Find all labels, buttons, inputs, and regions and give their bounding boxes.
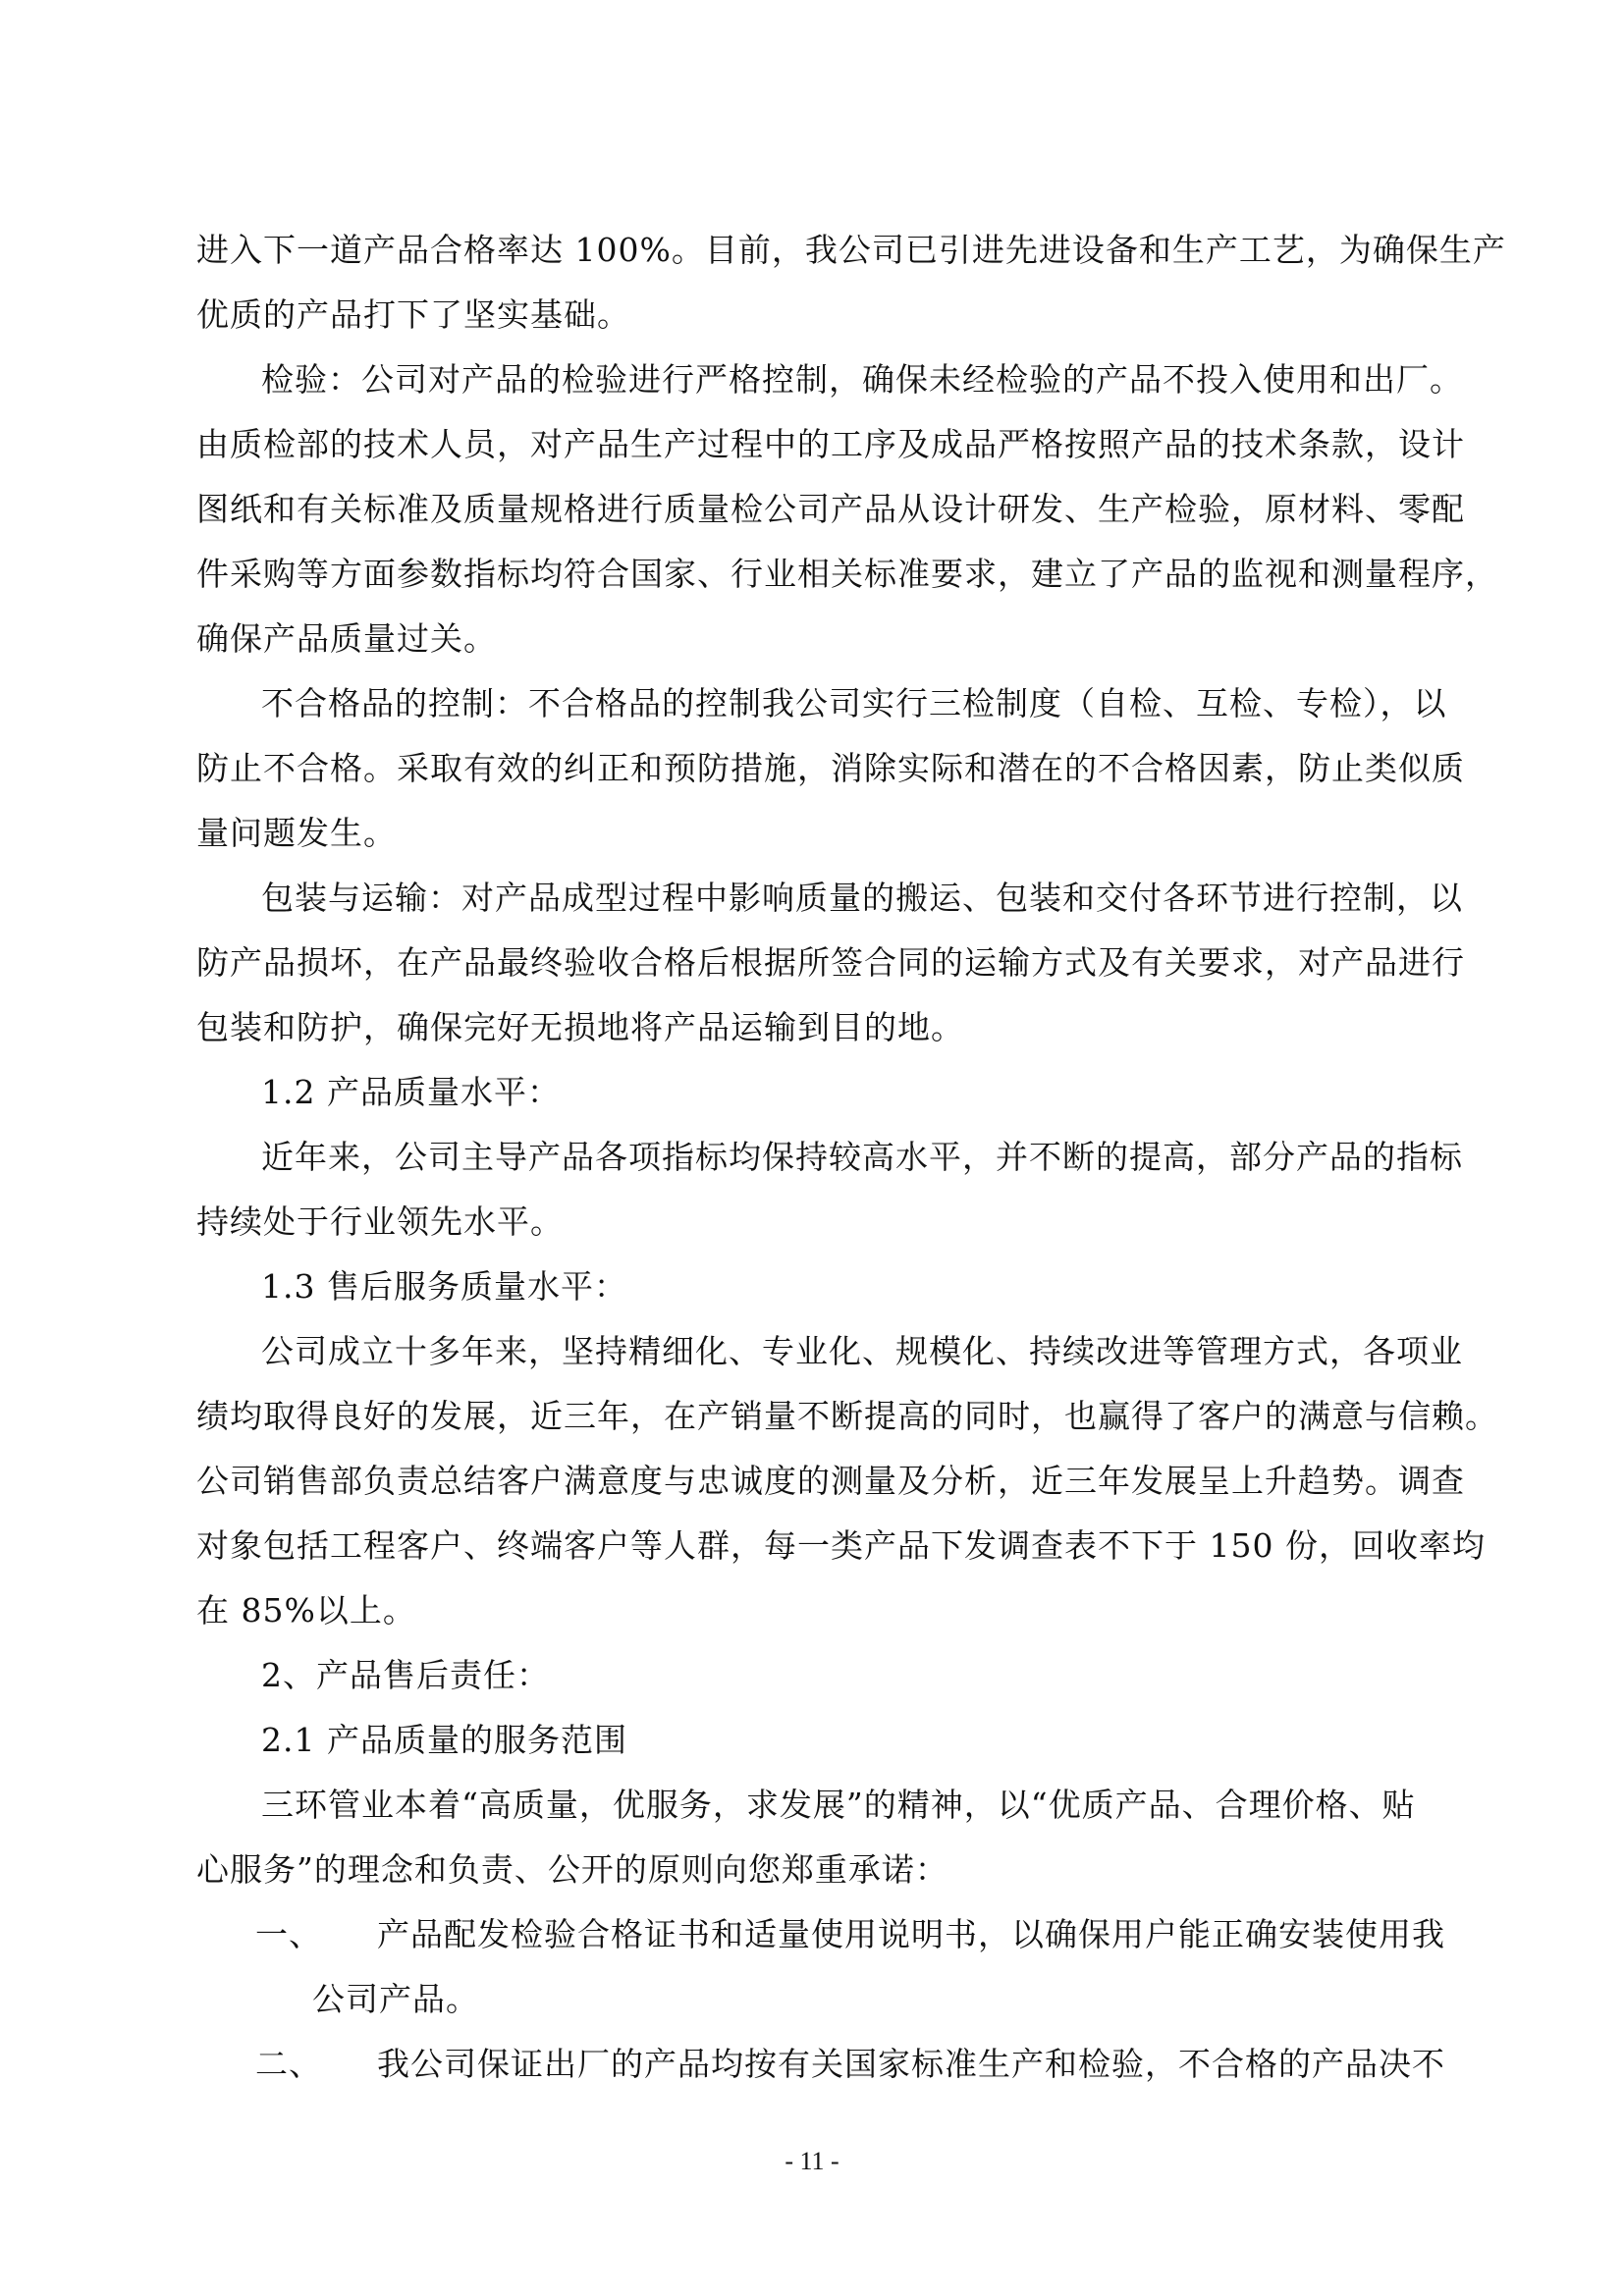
body-line: 防止不合格。采取有效的纠正和预防措施，消除实际和潜在的不合格因素，防止类似质 [196, 749, 1465, 787]
section-heading-1-3: 1.3 售后服务质量水平： [261, 1267, 627, 1306]
body-line: 近年来，公司主导产品各项指标均保持较高水平，并不断的提高，部分产品的指标 [261, 1138, 1463, 1176]
body-line: 图纸和有关标准及质量规格进行质量检公司产品从设计研发、生产检验，原材料、零配 [196, 490, 1465, 528]
body-line: 公司成立十多年来，坚持精细化、专业化、规模化、持续改进等管理方式，各项业 [261, 1332, 1463, 1370]
section-heading-2: 2、产品售后责任： [261, 1656, 550, 1694]
body-line: 对象包括工程客户、终端客户等人群，每一类产品下发调查表不下于 150 份，回收率均 [196, 1526, 1486, 1565]
section-heading-2-1: 2.1 产品质量的服务范围 [261, 1721, 627, 1759]
body-line: 不合格品的控制：不合格品的控制我公司实行三检制度（自检、互检、专检），以 [261, 684, 1447, 722]
body-line: 进入下一道产品合格率达 100%。目前，我公司已引进先进设备和生产工艺，为确保生产 [196, 231, 1506, 269]
body-line: 包装和防护，确保完好无损地将产品运输到目的地。 [196, 1008, 964, 1046]
list-item [196, 1902, 1445, 1967]
list-item-continuation: 公司产品。 [312, 1980, 479, 2018]
body-line: 量问题发生。 [196, 814, 397, 852]
body-line: 绩均取得良好的发展，近三年，在产销量不断提高的同时，也赢得了客户的满意与信赖。 [196, 1397, 1498, 1435]
body-line: 优质的产品打下了坚实基础。 [196, 295, 630, 334]
body-line: 确保产品质量过关。 [196, 619, 497, 658]
list-text: 产品配发检验合格证书和适量使用说明书，以确保用户能正确安装使用我 [377, 1915, 1445, 1953]
list-text: 我公司保证出厂的产品均按有关国家标准生产和检验，不合格的产品决不 [377, 2045, 1445, 2083]
body-line: 持续处于行业领先水平。 [196, 1202, 564, 1241]
list-number: 一、 [255, 1915, 322, 1953]
page-number: - 11 - [785, 2147, 839, 2175]
list-item [196, 2032, 1445, 2097]
document-body [196, 218, 1506, 2097]
body-line: 由质检部的技术人员，对产品生产过程中的工序及成品严格按照产品的技术条款，设计 [196, 425, 1465, 463]
body-line: 包装与运输：对产品成型过程中影响质量的搬运、包装和交付各环节进行控制，以 [261, 879, 1463, 917]
body-line: 公司销售部负责总结客户满意度与忠诚度的测量及分析，近三年发展呈上升趋势。调查 [196, 1462, 1465, 1500]
body-line: 在 85%以上。 [196, 1591, 416, 1629]
body-line: 检验：公司对产品的检验进行严格控制，确保未经检验的产品不投入使用和出厂。 [261, 360, 1463, 399]
section-heading-1-2: 1.2 产品质量水平： [261, 1073, 561, 1111]
body-line: 件采购等方面参数指标均符合国家、行业相关标准要求，建立了产品的监视和测量程序， [196, 555, 1498, 593]
body-line: 三环管业本着“高质量，优服务，求发展”的精神，以“优质产品、合理价格、贴 [261, 1786, 1416, 1824]
body-line: 防产品损坏，在产品最终验收合格后根据所签合同的运输方式及有关要求，对产品进行 [196, 943, 1465, 982]
list-number: 二、 [255, 2045, 322, 2083]
body-line: 心服务”的理念和负责、公开的原则向您郑重承诺： [196, 1850, 948, 1889]
